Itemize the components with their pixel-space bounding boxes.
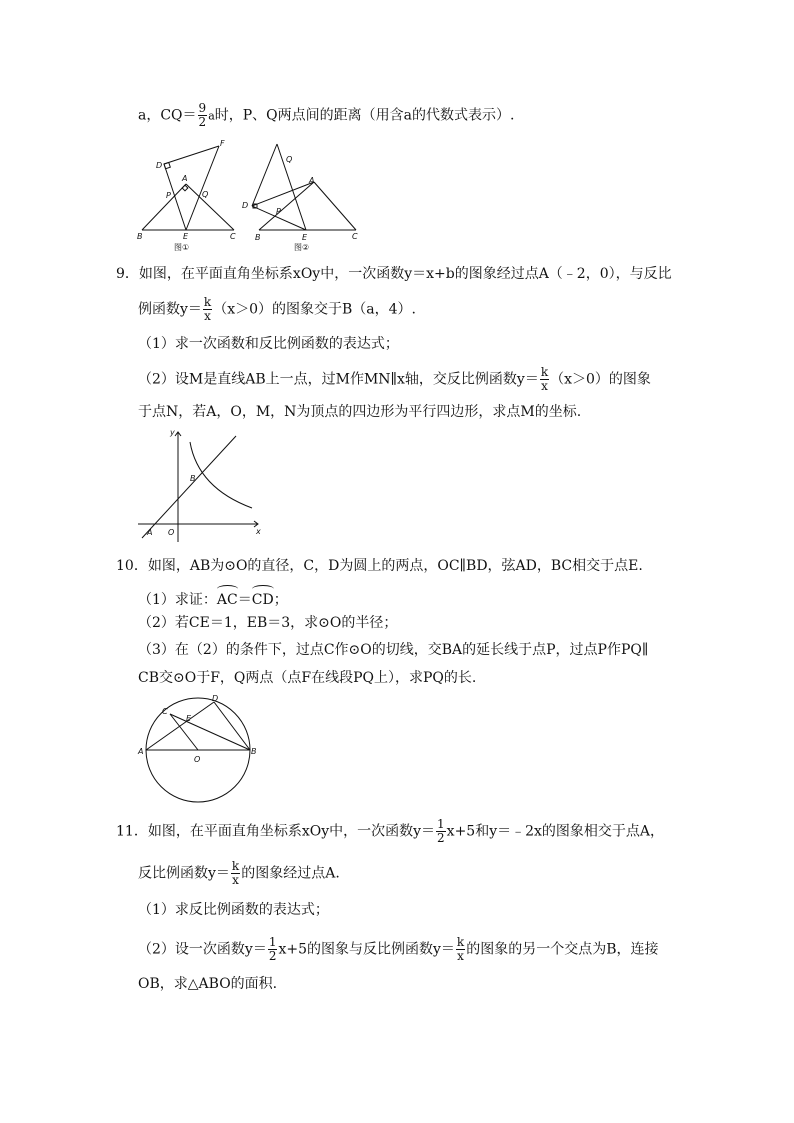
fig2-da xyxy=(252,182,314,206)
q11-line1-post: x+5和y＝﹣2x的图象相交于点A， xyxy=(446,823,665,840)
fig2-label-b: B xyxy=(255,233,261,242)
fig1-label-f: F xyxy=(220,139,225,148)
fig1-label-a: A xyxy=(182,174,188,183)
q10-part1 xyxy=(138,588,288,610)
q9-part2-post: （x＞0）的图象 xyxy=(550,371,651,388)
q11-part2-line1 xyxy=(138,936,659,963)
q9-part2-line2: 于点N，若A，O，M，N为顶点的四边形为平行四边形，求点M的坐标. xyxy=(138,404,582,420)
fig2-ba xyxy=(259,182,314,230)
q11-part2-pre: （2）设一次函数y＝ xyxy=(138,941,267,958)
segment-oc xyxy=(170,714,198,750)
q9-fraction-k-x: $\frac{k}{x}$ xyxy=(203,295,212,323)
q10-figure xyxy=(134,692,266,806)
fig10-label-e: E xyxy=(186,714,192,723)
q9-part2-pre: （2）设M是直线AB上一点，过M作MN∥x轴，交反比例函数y＝ xyxy=(138,371,539,388)
q10-part1-pre: （1）求证： xyxy=(138,592,217,608)
q10-arc-ac: AC xyxy=(217,588,238,610)
q10-part3-line1: （3）在（2）的条件下，过点C作⊙O的切线，交BA的延长线于点P，过点P作PQ∥ xyxy=(138,642,649,658)
q10-part1-post: ； xyxy=(273,592,288,608)
q10-arc-cd: CD xyxy=(252,588,274,610)
fig2-label-e: E xyxy=(302,233,308,242)
fig2-left xyxy=(252,144,277,206)
fig1-fe xyxy=(186,146,219,230)
q9-line2 xyxy=(138,296,416,323)
fig9-label-x: x xyxy=(256,527,261,536)
fig2-caption: 图② xyxy=(294,243,310,252)
q11-fraction-k-x: $\frac{k}{x}$ xyxy=(231,859,240,887)
fig9-label-a: A xyxy=(147,528,153,537)
fig10-label-d: D xyxy=(212,694,219,703)
fig1-label-p: P xyxy=(166,191,171,200)
q11-part1: （1）求反比例函数的表达式； xyxy=(138,902,329,918)
fig1-df xyxy=(164,146,219,164)
fig1-label-q: Q xyxy=(202,190,209,199)
q9-number: 9． xyxy=(116,266,139,282)
q11-part2-fraction-half: $\frac{1}{2}$ xyxy=(268,935,277,963)
fig1-ac xyxy=(186,184,234,230)
linear-function-line xyxy=(142,436,236,538)
q11-line1-pre: 如图，在平面直角坐标系xOy中，一次函数y＝ xyxy=(147,823,436,840)
fig10-label-c: C xyxy=(162,707,168,716)
q10-stem: 如图，AB为⊙O的直径，C，D为圆上的两点，OC∥BD，弦AD，BC相交于点E. xyxy=(147,558,643,574)
q11-line2-post: 的图象经过点A. xyxy=(241,865,340,882)
fig10-label-a: A xyxy=(138,747,144,756)
q11-part2-mid1: x+5的图象与反比例函数y＝ xyxy=(278,941,455,958)
fig2-label-c: C xyxy=(352,232,358,241)
chord-ad xyxy=(146,702,214,750)
q9-figure xyxy=(134,426,266,546)
fig2-ac xyxy=(314,182,356,230)
q11-fraction-half: $\frac{1}{2}$ xyxy=(437,817,445,845)
q11-part2-line2: OB，求△ABO的面积. xyxy=(138,976,278,992)
fig2-label-d: D xyxy=(242,201,249,210)
q11-part2-fraction-k-x: $\frac{k}{x}$ xyxy=(456,935,465,963)
q10-equals: ＝ xyxy=(237,592,252,608)
q8-fraction: $\frac{9}{2}$ xyxy=(198,101,207,129)
q11-line1 xyxy=(116,818,664,845)
q9-line1 xyxy=(116,264,672,284)
q9-line2-post: （x＞0）的图象交于B（a，4）. xyxy=(213,301,416,318)
q11-number: 11． xyxy=(116,823,148,840)
fig2-label-a: A xyxy=(309,176,315,185)
fig1-label-d: D xyxy=(156,161,163,170)
q11-line2-pre: 反比例函数y＝ xyxy=(138,865,230,882)
chord-cb xyxy=(170,714,250,750)
q9-part2-line1 xyxy=(138,366,651,393)
q9-part2-fraction: $\frac{k}{x}$ xyxy=(540,365,549,393)
fig1-right-angle-d xyxy=(164,162,170,168)
q11-line2 xyxy=(138,860,340,887)
fig1-label-c: C xyxy=(230,232,236,241)
q9-stem-line1: 如图，在平面直角坐标系xOy中，一次函数y＝x+b的图象经过点A（﹣2，0），与反比 xyxy=(138,266,672,282)
q8-text-post: 时，P、Q两点间的距离（用含a的代数式表示）. xyxy=(214,107,515,124)
fig1-caption: 图① xyxy=(174,243,190,252)
q8-continuation-line xyxy=(138,102,514,129)
fig1-ba xyxy=(142,184,186,230)
fig1-label-e: E xyxy=(183,232,189,241)
q8-text-pre: a，CQ＝ xyxy=(138,107,197,124)
fig1-right-angle-a xyxy=(182,185,188,191)
fig9-label-y: y xyxy=(170,428,175,437)
fig2-label-q: Q xyxy=(286,155,293,164)
q10-part3-line2: CB交⊙O于F，Q两点（点F在线段PQ上），求PQ的长. xyxy=(138,670,477,686)
q10-line1 xyxy=(116,556,643,576)
q10-number: 10． xyxy=(116,558,148,574)
fig1-label-b: B xyxy=(137,232,143,241)
fig9-label-b: B xyxy=(190,474,196,483)
q9-part1: （1）求一次函数和反比例函数的表达式； xyxy=(138,336,399,352)
fig10-label-o: O xyxy=(194,755,201,764)
fig2-label-p: P xyxy=(276,207,281,216)
q11-part2-mid2: 的图象的另一个交点为B，连接 xyxy=(466,941,659,958)
q8-figure xyxy=(134,134,374,256)
fig10-label-b: B xyxy=(251,747,257,756)
q8-frac-var: a xyxy=(208,109,215,123)
q9-line2-pre: 例函数y＝ xyxy=(138,301,202,318)
fig9-label-o: O xyxy=(168,528,175,537)
q10-part2: （2）若CE＝1，EB＝3，求⊙O的半径； xyxy=(138,615,398,631)
